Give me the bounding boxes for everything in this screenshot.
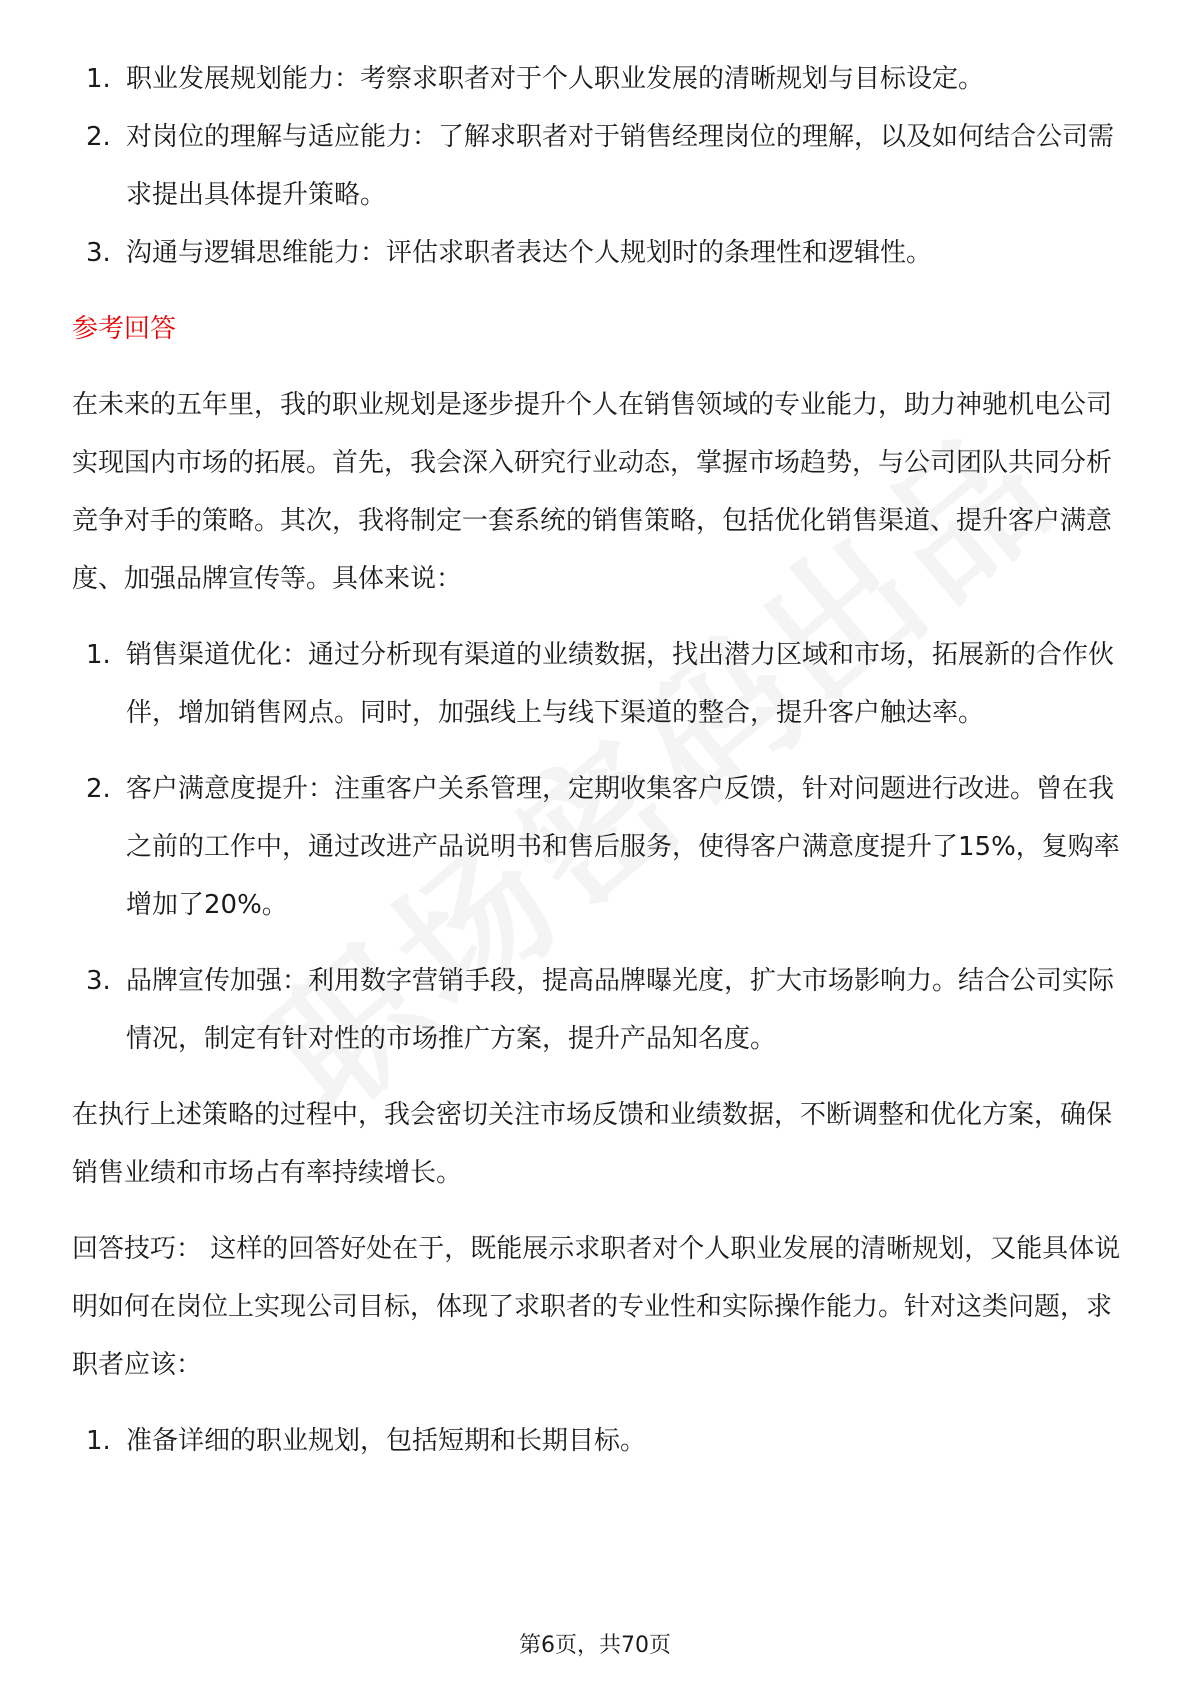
strategy-list bbox=[72, 626, 1122, 1068]
list-item bbox=[72, 224, 1122, 282]
list-item bbox=[72, 1412, 1122, 1470]
list-text: 销售渠道优化：通过分析现有渠道的业绩数据，找出潜力区域和市场，拓展新的合作伙伴，增加销售网点。同时，加强线上与线下渠道的整合，提升客户触达率。 bbox=[126, 640, 1115, 728]
list-text: 准备详细的职业规划，包括短期和长期目标。 bbox=[126, 1426, 647, 1456]
answer-heading: 参考回答 bbox=[72, 314, 177, 344]
list-item bbox=[72, 108, 1122, 224]
list-text: 品牌宣传加强：利用数字营销手段，提高品牌曝光度，扩大市场影响力。结合公司实际情况，制定有针对性的市场推广方案，提升产品知名度。 bbox=[126, 966, 1115, 1054]
answer-tips: 回答技巧： 这样的回答好处在于，既能展示求职者对个人职业发展的清晰规划，又能具体说明如何在岗位上实现公司目标，体现了求职者的专业性和实际操作能力。针对这类问题，求职者应该： bbox=[72, 1234, 1121, 1380]
answer-conclusion: 在执行上述策略的过程中，我会密切关注市场反馈和业绩数据，不断调整和优化方案，确保销售业绩和市场占有率持续增长。 bbox=[72, 1100, 1113, 1188]
criteria-list bbox=[72, 50, 1122, 282]
answer-intro: 在未来的五年里，我的职业规划是逐步提升个人在销售领域的专业能力，助力神驰机电公司实现国内市场的拓展。首先，我会深入研究行业动态，掌握市场趋势，与公司团队共同分析竞争对手的策略。其次，我将制定一套系统的销售策略，包括优化销售渠道、提升客户满意度、加强品牌宣传等。具体来说： bbox=[72, 390, 1113, 594]
page-footer: 第6页，共70页 bbox=[519, 1633, 671, 1658]
list-item bbox=[72, 952, 1122, 1068]
list-item bbox=[72, 760, 1122, 934]
tips-list bbox=[72, 1412, 1122, 1470]
list-item bbox=[72, 50, 1122, 108]
page-content bbox=[72, 50, 1122, 1470]
list-number: 2. bbox=[86, 774, 111, 804]
list-number: 1. bbox=[86, 640, 111, 670]
list-item bbox=[72, 626, 1122, 742]
list-text: 职业发展规划能力：考察求职者对于个人职业发展的清晰规划与目标设定。 bbox=[126, 64, 985, 94]
list-number: 1. bbox=[86, 64, 111, 94]
list-number: 1. bbox=[86, 1426, 111, 1456]
list-text: 对岗位的理解与适应能力：了解求职者对于销售经理岗位的理解，以及如何结合公司需求提出具体提升策略。 bbox=[126, 122, 1115, 210]
list-number: 3. bbox=[86, 238, 111, 268]
list-text: 客户满意度提升：注重客户关系管理，定期收集客户反馈，针对问题进行改进。曾在我之前的工作中，通过改进产品说明书和售后服务，使得客户满意度提升了15%，复购率增加了20%。 bbox=[126, 774, 1120, 920]
list-number: 2. bbox=[86, 122, 111, 152]
list-text: 沟通与逻辑思维能力：评估求职者表达个人规划时的条理性和逻辑性。 bbox=[126, 238, 933, 268]
list-number: 3. bbox=[86, 966, 111, 996]
